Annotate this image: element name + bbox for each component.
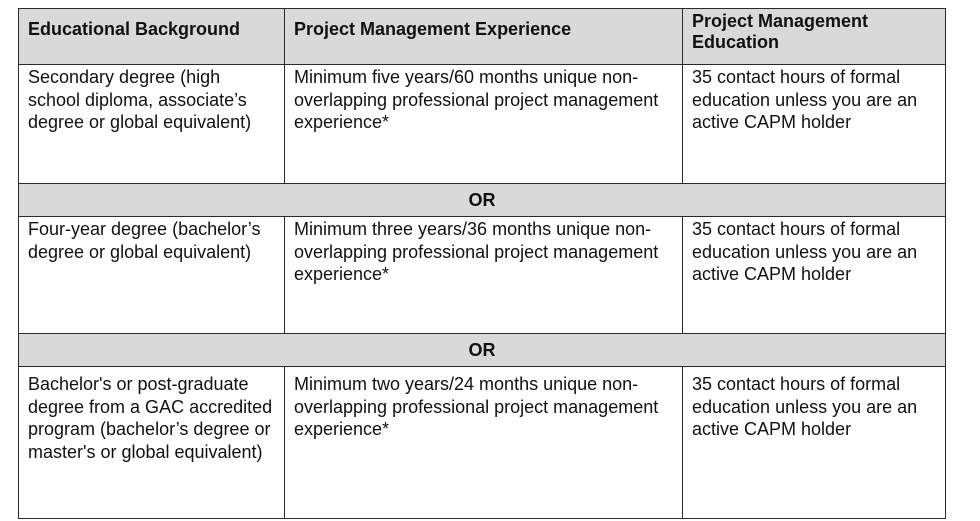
or-separator: OR xyxy=(19,334,946,367)
header-row xyxy=(19,9,946,65)
cell-pm-education: 35 contact hours of formal education unless you are an active CAPM holder xyxy=(683,217,946,334)
cell-educational-background: Bachelor's or post-graduate degree from a GAC accredited program (bachelor’s degree or master's or global equivalent) xyxy=(19,367,285,519)
cell-pm-experience: Minimum three years/36 months unique non-overlapping professional project management experience* xyxy=(285,217,683,334)
cell-pm-experience: Minimum two years/24 months unique non-overlapping professional project management experience* xyxy=(285,367,683,519)
table-row xyxy=(19,65,946,184)
cell-pm-experience: Minimum five years/60 months unique non-overlapping professional project management experience* xyxy=(285,65,683,184)
cell-educational-background: Secondary degree (high school diploma, associate’s degree or global equivalent) xyxy=(19,65,285,184)
pmp-requirements-table xyxy=(18,8,946,519)
header-pm-education: Project Management Education xyxy=(683,9,946,65)
table-row xyxy=(19,367,946,519)
cell-educational-background: Four-year degree (bachelor’s degree or global equivalent) xyxy=(19,217,285,334)
header-educational-background: Educational Background xyxy=(19,9,285,65)
table-row xyxy=(19,217,946,334)
or-separator-row xyxy=(19,184,946,217)
cell-pm-education: 35 contact hours of formal education unless you are an active CAPM holder xyxy=(683,65,946,184)
or-separator-row xyxy=(19,334,946,367)
header-pm-experience: Project Management Experience xyxy=(285,9,683,65)
cell-pm-education: 35 contact hours of formal education unless you are an active CAPM holder xyxy=(683,367,946,519)
or-separator: OR xyxy=(19,184,946,217)
